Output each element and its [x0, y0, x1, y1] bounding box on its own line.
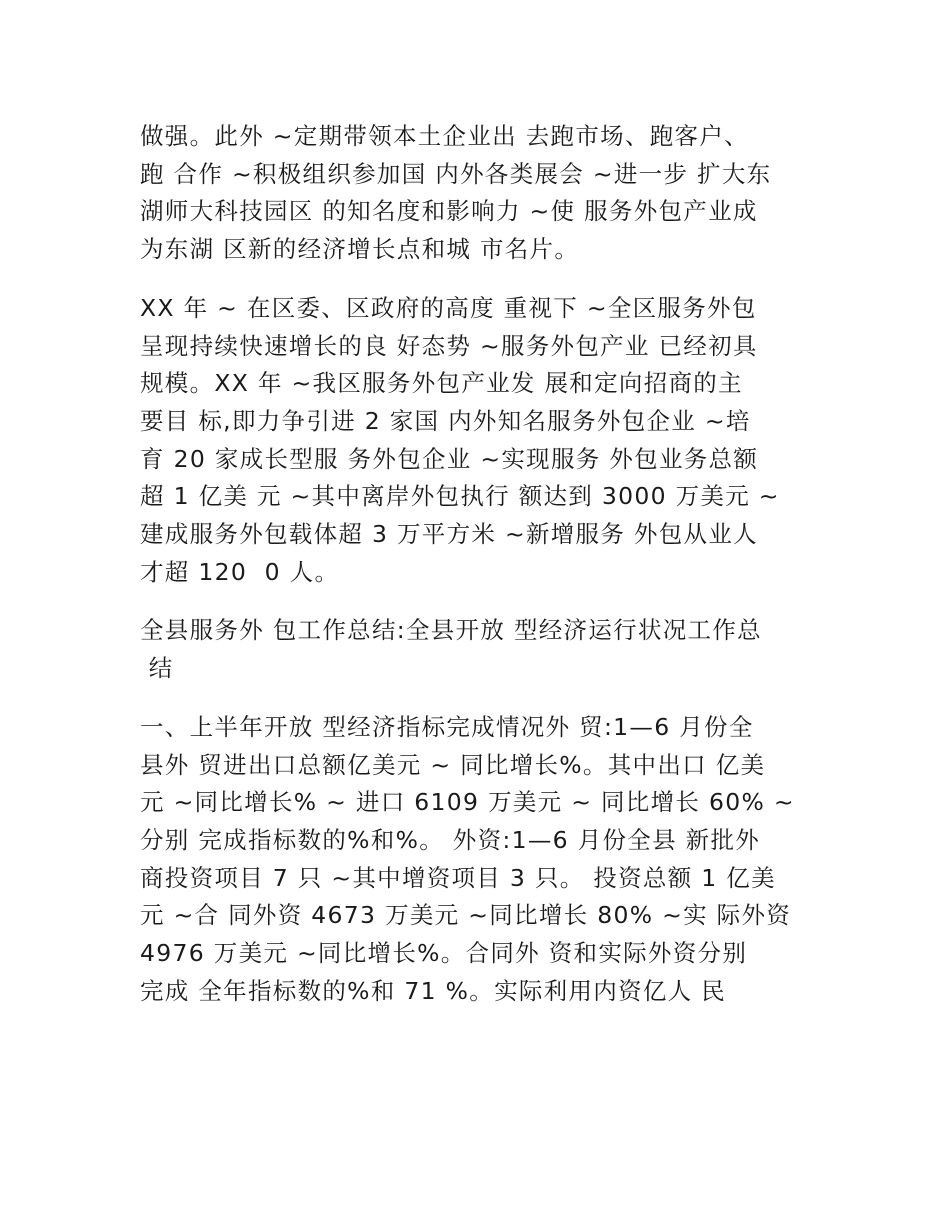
text-line: 为东湖 区新的经济增长点和城 市名片。 [140, 235, 580, 264]
document-body [140, 118, 820, 1031]
paragraph-1 [140, 118, 820, 269]
text-line: 超 1 亿美 元 ~其中离岸外包执行 额达到 3000 万美元 ~ [140, 482, 780, 511]
text-line: 湖师大科技园区 的知名度和影响力 ~使 服务外包产业成 [140, 197, 758, 226]
text-line: 商投资项目 7 只 ~其中增资项目 3 只。 投资总额 1 亿美 [140, 863, 776, 892]
paragraph-4 [140, 709, 820, 1011]
text-line: XX 年 ~ 在区委、区政府的高度 重视下 ~全区服务外包 [140, 293, 757, 322]
text-line: 才超 120 0 人。 [140, 557, 340, 586]
text-line: 完成 全年指标数的%和 71 %。实际利用内资亿人 民 [140, 976, 727, 1005]
text-line: 规模。XX 年 ~我区服务外包产业发 展和定向招商的主 [140, 369, 743, 398]
text-line: 4976 万美元 ~同比增长%。合同外 资和实际外资分别 [140, 939, 748, 968]
text-line: 呈现持续快速增长的良 好态势 ~服务外包产业 已经初具 [140, 331, 758, 360]
text-line: 县外 贸进出口总额亿美元 ~ 同比增长%。其中出口 亿美 [140, 750, 766, 779]
text-line: 元 ~同比增长% ~ 进口 6109 万美元 ~ 同比增长 60% ~ [140, 788, 795, 817]
text-line: 元 ~合 同外资 4673 万美元 ~同比增长 80% ~实 际外资 [140, 901, 792, 930]
text-line: 分别 完成指标数的%和%。 外资:1—6 月份全县 新批外 [140, 825, 761, 854]
text-line: 结 [140, 654, 174, 683]
text-line: 建成服务外包载体超 3 万平方米 ~新增服务 外包从业人 [140, 520, 758, 549]
text-line: 跑 合作 ~积极组织参加国 内外各类展会 ~进一步 扩大东 [140, 159, 772, 188]
paragraph-3 [140, 612, 820, 687]
text-line: 要目 标,即力争引进 2 家国 内外知名服务外包企业 ~培 [140, 406, 751, 435]
paragraph-2 [140, 290, 820, 592]
text-line: 做强。此外 ~定期带领本土企业出 去跑市场、跑客户、 [140, 122, 749, 150]
text-line: 全县服务外 包工作总结:全县开放 型经济运行状况工作总 [140, 616, 762, 645]
text-line: 育 20 家成长型服 务外包企业 ~实现服务 外包业务总额 [140, 444, 759, 473]
text-line: 一、上半年开放 型经济指标完成情况外 贸:1—6 月份全 [140, 712, 754, 741]
